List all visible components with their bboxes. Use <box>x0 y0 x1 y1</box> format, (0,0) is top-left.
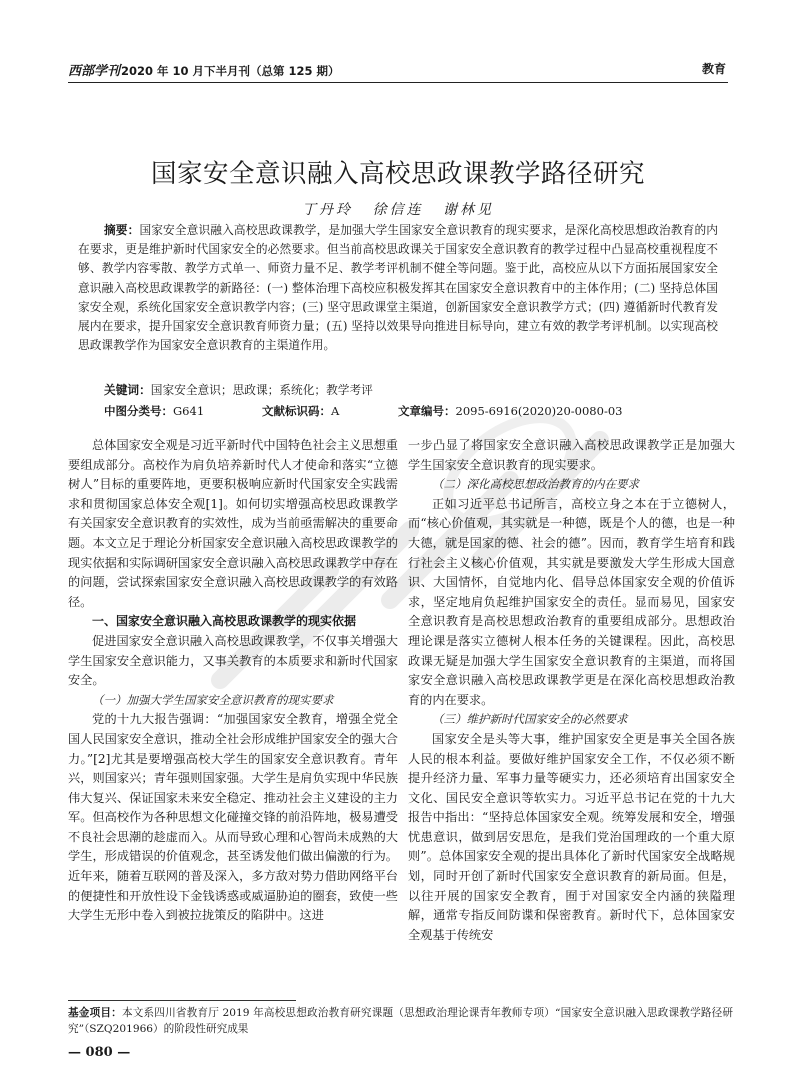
doc-code-value: A <box>331 404 340 418</box>
keywords <box>104 382 373 398</box>
abstract <box>78 221 718 355</box>
keywords-label: 关键词： <box>104 383 151 397</box>
doc-code <box>262 403 339 419</box>
paragraph: 总体国家安全观是习近平新时代中国特色社会主义思想重要组成部分。高校作为肩负培养新时代人才使命和落实“立德树人”目标的重要阵地，更要积极响应新时代国家安全实践需求和贯彻国家总体安全观[1]。如何切实增强高校思政课教学有关国家安全意识教育的实效性，成为当前亟需解决的重要命题。本文立足于理论分析国家安全意识融入高校思政课教学的现实依据和实际调研国家安全意识融入高校思政课教学中存在的问题，尝试探索国家安全意识融入高校思政课教学的有效路径。 <box>68 438 398 609</box>
running-header <box>68 56 728 80</box>
article-title: 国家安全意识融入高校思政课教学路径研究 <box>150 159 645 190</box>
funding-text: 本文系四川省教育厅 2019 年高校思想政治教育研究课题（思想政治理论课青年教师专项）“国家安全意识融入思政课教学路径研究”（SZQ201966）的阶段性研究成果 <box>68 1007 734 1035</box>
paragraph: 促进国家安全意识融入高校思政课教学，不仅事关增强大学生国家安全意识能力，又事关教育的本质要求和新时代国家安全。 <box>68 633 398 688</box>
paragraph: 一步凸显了将国家安全意识融入高校思政课教学正是加强大学生国家安全意识教育的现实要求。 <box>408 438 735 472</box>
article-number <box>398 403 622 419</box>
abstract-text: 国家安全意识融入高校思政课教学，是加强大学生国家安全意识教育的现实要求，是深化高校思想政治教育的内在要求，更是维护新时代国家安全的必然要求。但当前高校思政课关于国家安全意识教育的教学过程中凸显高校重视程度不够、教学内容零散、教学方式单一、师资力量不足、教学考评机制不健全等问题。鉴于此，高校应从以下方面拓展国家安全意识融入高校思政课教学的新路径：(一) 整体治理下高校应积极发挥其在国家安全意识教育中的主体作用；(二) 坚持总体国家安全观，系统化国家安全意识教学内容；(三) 坚守思政课堂主渠道，创新国家安全意识教学方式；(四) 遵循新时代教育发展内在要求，提升国家安全意识教育师资力量；(五) 坚持以效果导向推进目标导向，建立有效的教学考评机制。以实现高校思政课教学作为国家安全意识教育的主渠道作用。 <box>78 223 718 353</box>
footnote-rule <box>68 1000 296 1001</box>
section-heading: 一、国家安全意识融入高校思政课教学的现实依据 <box>92 614 357 629</box>
journal-info <box>68 60 340 79</box>
subsection-heading: （一）加强大学生国家安全意识教育的现实要求 <box>92 692 334 707</box>
subsection-heading: （三）维护新时代国家安全的必然要求 <box>432 712 628 727</box>
journal-issue: 2020 年 10 月下半月刊（总第 125 期） <box>121 64 340 78</box>
clc-label: 中图分类号： <box>104 404 173 418</box>
paragraph: 党的十九大报告强调：“加强国家安全教育，增强全党全国人民国家安全意识，推动全社会形成维护国家安全的强大合力。”[2]尤其是要增强高校大学生的国家安全意识教育。青年兴，则国家兴；青年强则国家强。大学生是肩负实现中华民族伟大复兴、保证国家未来安全稳定、推动社会主义建设的主力军。但高校作为各种思想文化碰撞交锋的前沿阵地，极易遭受不良社会思潮的趁虚而入。从而导致心理和心智尚未成熟的大学生，形成错误的价值观念，甚至诱发他们做出偏激的行为。近年来，随着互联网的普及深入，多方敌对势力借助网络平台的便捷性和开放性设下金钱诱惑或威逼胁迫的圈套，致使一些大学生无形中卷入到被拉拢策反的陷阱中。这进 <box>68 712 398 923</box>
paragraph: 国家安全是头等大事，维护国家安全更是事关全国各族人民的根本利益。要做好维护国家安全工作，不仅必须不断提升经济力量、军事力量等硬实力，还必须培育出国家安全文化、国民安全意识等软实力。习近平总书记在党的十九大报告中指出：“坚持总体国家安全观。统筹发展和安全，增强忧患意识，做到居安思危，是我们党治国理政的一个重大原则”。总体国家安全观的提出具体化了新时代国家安全战略规划，同时开创了新时代国家安全意识教育的新局面。但是，以往开展的国家安全教育，囿于对国家安全内涵的狭隘理解，通常专指反间防谍和保密教育。新时代下，总体国家安全观基于传统安 <box>408 731 735 942</box>
clc-number <box>104 403 204 419</box>
body-column-right <box>408 436 735 945</box>
funding-label: 基金项目： <box>68 1007 122 1019</box>
keywords-text: 国家安全意识；思政课；系统化；教学考评 <box>150 383 373 397</box>
article-number-label: 文章编号： <box>398 404 456 418</box>
doc-code-label: 文献标识码： <box>262 404 331 418</box>
article-number-value: 2095-6916(2020)20-0080-03 <box>455 404 623 418</box>
header-rule <box>68 82 728 83</box>
funding-note <box>68 1005 733 1037</box>
paragraph: 正如习近平总书记所言，高校立身之本在于立德树人，而“核心价值观，其实就是一种德，既是个人的德，也是一种大德，就是国家的德、社会的德”。因而，教育学生培育和践行社会主义核心价值观，其实就是要激发大学生形成大国意识、大国情怀，自觉地内化、倡导总体国家安全观的价值诉求，坚定地肩负起维护国家安全的责任。显而易见，国家安全意识教育是高校思想政治教育的重要组成部分。思想政治理论课是落实立德树人根本任务的关键课程。因此，高校思政课无疑是加强大学生国家安全意识教育的主渠道，而将国家安全意识融入高校思政课教学更是在深化高校思想政治教育的内在要求。 <box>408 496 735 707</box>
abstract-label: 摘要： <box>104 223 140 237</box>
body-column-left <box>68 436 398 926</box>
author-list: 丁丹玲 徐信连 谢林见 <box>302 202 494 218</box>
subsection-heading: （二）深化高校思想政治教育的内在要求 <box>432 477 639 492</box>
section-label: 教育 <box>701 62 726 76</box>
page-number: — 080 — <box>68 1045 131 1060</box>
clc-value: G641 <box>173 404 205 418</box>
journal-brand: 西部学刊 <box>68 64 121 79</box>
